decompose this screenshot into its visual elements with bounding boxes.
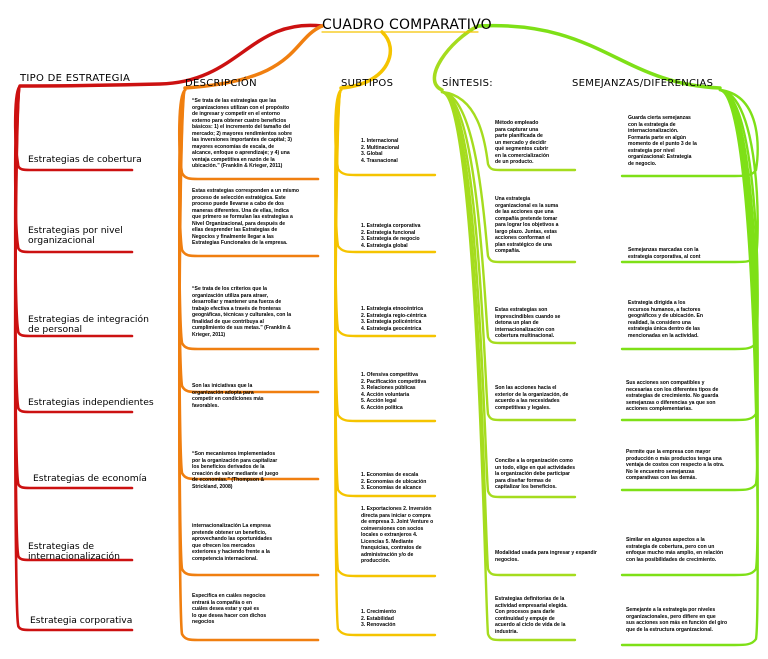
subtipo-item: 1. Estrategia corporativa bbox=[361, 223, 421, 229]
subtipo-item: 4. Trasnacional bbox=[361, 157, 398, 164]
subtipo-item: franquicias, contratos de bbox=[361, 545, 422, 551]
sintesis-text-2: Una estrategia organizacional es la suma de las acciones que una compañía pretende tomar para lograr los objetivos a largo plazo. Juntas, estas acciones conforman el plan estratégico de una compañía. bbox=[495, 196, 559, 254]
subtipo-item: locales o extranjeros 4. bbox=[361, 532, 418, 538]
map-title: CUADRO COMPARATIVO bbox=[322, 17, 492, 33]
semejanzas-text-4: Sus acciones son compatibles y necesarias con los diferentes tipos de estrategias de crecimiento. No guarda semejanzas o diferencias ya que son acciones complementarias. bbox=[626, 380, 719, 412]
sintesis-text-7: Estrategias definitorias de la actividad empresarial elegida. Con procesos para darle continuidad y empuje de acuerdo al ciclo de vida de la industria. bbox=[495, 596, 568, 635]
descripcion-text-1: “Se trata de las estrategias que las organizaciones utilizan con el propósito de ingresar y competir en el entorno externo para obtener cuatro beneficios básicos: 1) el incremento del tamaño del mercado; 2) mayores rendimientos sobre las inversiones importantes de capital; 3) mayores economías de escala, de alcance, enfoque o aprendizaje; y 4) una ventaja competitiva en razón de la ubicación.” (Franklin & Krieger, 2011) bbox=[192, 98, 292, 169]
subtipo-item: 4. Acción voluntaria bbox=[361, 391, 410, 398]
subtipos-list-6 bbox=[361, 506, 443, 565]
descripcion-text-5: “Son mecanismos implementados por la organización para capitalizar los beneficios derivados de la creación de valor mediante el juego de economías.” (Thompson & Strickland, 2008) bbox=[192, 451, 279, 490]
header-semejanzas: SEMEJANZAS/DIFERENCIAS bbox=[572, 78, 714, 89]
subtipos-list-1 bbox=[361, 138, 436, 164]
descripcion-text-3: “Se trata de los criterios que la organización utiliza para atraer, desarrollar y mantener una fuerza de trabajo efectiva a través de fronteras geográficas, técnicas y culturales, con la finalidad de que contribuya al cumplimiento de sus metas.” (Franklin & Krieger, 2011) bbox=[192, 286, 292, 338]
subtipo-item: 1. Estrategia etnocéntrica bbox=[361, 306, 423, 312]
subtipo-item: 4. Estrategia global bbox=[361, 242, 408, 249]
sintesis-text-4: Son las acciones hacia el exterior de la organización, de acuerdo a las necesidades competitivas y legales. bbox=[495, 385, 569, 411]
subtipos-list-3 bbox=[361, 306, 436, 332]
header-descripcion: DESCRIPCIÓN bbox=[185, 78, 257, 89]
subtipo-item: 2. Multinacional bbox=[361, 144, 400, 151]
subtipo-item: producción. bbox=[361, 558, 391, 564]
tipo-branch-5 bbox=[15, 86, 132, 488]
sintesis-text-5: Concibe a la organización como un todo, elige en qué actividades la organización debe participar para diseñar formas de capitalizar los beneficios. bbox=[495, 458, 576, 490]
tipo-label-5: Estrategias de economía bbox=[33, 473, 147, 484]
subtipo-item: 1. Internacional bbox=[361, 138, 399, 144]
subtipo-item: 5. Acción legal bbox=[361, 398, 397, 404]
descripcion-text-6: internacionalización La empresa pretende obtener un beneficio, aprovechando las oportunidades que ofrecen los mercados exteriores y haciendo frente a la competencia internacional. bbox=[192, 523, 273, 562]
subtipos-branch-3 bbox=[335, 90, 435, 336]
semejanzas-text-3: Estrategia dirigida a los recursos humanos, a factores geográficos y de ubicación. En realidad, la considero una estrategia única dentro de las mencionadas en la actividad. bbox=[628, 300, 704, 339]
subtipo-item: 1. Economías de escala bbox=[361, 472, 419, 478]
semejanzas-text-6: Similar en algunos aspectos a la estrategia de cobertura, pero con un enfoque mucho más amplio, en relación con las posibilidades de crecimiento. bbox=[626, 537, 724, 563]
subtipos-list-7 bbox=[361, 609, 436, 629]
tipo-branch-4 bbox=[15, 86, 132, 412]
subtipo-item: 2. Economías de ubicación bbox=[361, 478, 427, 485]
semejanzas-text-7: Semejante a la estrategia por niveles organizacionales, pero difiere en que sus acciones son más en función del giro que de la estructura organizacional. bbox=[626, 607, 728, 633]
tipo-label-7: Estrategia corporativa bbox=[30, 615, 133, 626]
tipo-branch-3 bbox=[15, 86, 132, 336]
subtipo-item: 1. Crecimiento bbox=[361, 609, 397, 615]
subtipo-item: 3. Global bbox=[361, 151, 383, 157]
tipo-label-4: Estrategias independientes bbox=[28, 397, 154, 408]
semejanzas-text-5: Permite que la empresa con mayor producción o más productos tenga una ventaja de costos con respecto a la otra. No le encuentro semejanzas comparativas con las demás. bbox=[626, 449, 725, 481]
subtipo-item: 3. Economías de alcance bbox=[361, 485, 422, 491]
subtipo-item: 1. Ofensiva competitiva bbox=[361, 372, 418, 378]
semejanzas-text-2: Semejanzas marcadas con la estrategia corporativa, al cont bbox=[628, 247, 701, 260]
subtipo-item: 2. Estabilidad bbox=[361, 615, 394, 622]
subtipo-item: directa para iniciar o compra bbox=[361, 512, 431, 519]
header-sintesis: SÍNTESIS: bbox=[442, 78, 493, 89]
sintesis-text-1: Método empleado para capturar una parte planificada de un mercado y decidir qué segmentos cubrir en la comercialización de un producto. bbox=[495, 120, 550, 165]
descripcion-text-2: Estas estrategias corresponden a un mismo proceso de selección estratégica. Este proceso puede llevarse a cabo de dos maneras diferentes. Una de ellas, indica que primero se formulan las estrategias a Nivel Organizacional, para después de ellas desprender las Estrategias de Negocios y finalmente llegar a las Estrategias Funcionales de la empresa. bbox=[192, 188, 300, 246]
subtipo-item: coinversiones con socios bbox=[361, 525, 424, 532]
subtipo-item: 2. Estrategia funcional bbox=[361, 229, 416, 236]
subtipo-item: Licencias 5. Mediante bbox=[361, 538, 414, 545]
subtipos-list-4 bbox=[361, 372, 436, 411]
header-subtipos: SUBTIPOS bbox=[341, 78, 394, 89]
semejanzas-text-1: Guarda cierta semejanzas con la estrategia de internacionalización. Formaría parte en algún momento de el punto 3 de la estrategia por nivel organizacional: Estrategia de negocio. bbox=[628, 115, 697, 167]
subtipo-item: 6. Acción política bbox=[361, 404, 403, 411]
tipo-label-6: Estrategias de internacionalización bbox=[28, 541, 120, 562]
subtipo-item: 3. Relaciones públicas bbox=[361, 385, 416, 391]
subtipo-item: 2. Pacificación competitiva bbox=[361, 378, 427, 385]
subtipos-list-2 bbox=[361, 223, 436, 249]
sintesis-text-3: Estas estrategias son imprescindibles cuando se detona un plan de internacionalización con cobertura multinacional. bbox=[495, 307, 561, 339]
subtipo-item: 1. Exportaciones 2. Inversión bbox=[361, 506, 432, 512]
subtipos-list-5 bbox=[361, 472, 436, 492]
sintesis-text-6: Modalidad usada para ingresar y expandir negocios. bbox=[495, 550, 597, 563]
subtipo-item: 3. Estrategia de negocio bbox=[361, 236, 420, 242]
subtipo-item: 3. Renovación bbox=[361, 622, 396, 628]
subtipo-item: de empresa 3. Joint Venture o bbox=[361, 519, 434, 525]
descripcion-text-4: Son las iniciativas que la organización adopta para competir en condiciones más favorables. bbox=[192, 383, 264, 409]
descripcion-text-7: Especifica en cuáles negocios entrará la compañía o en cuáles desea estar y qué es lo que desea hacer con dichos negocios bbox=[192, 593, 267, 625]
subtipo-item: 2. Estrategia regio-céntrica bbox=[361, 312, 427, 319]
tipo-label-2: Estrategias por nivel organizacional bbox=[28, 225, 123, 246]
tipo-label-3: Estrategias de integración de personal bbox=[28, 314, 149, 335]
subtipo-item: administración y/o de bbox=[361, 551, 414, 558]
tipo-label-1: Estrategias de cobertura bbox=[28, 154, 142, 165]
header-tipo: TIPO DE ESTRATEGIA bbox=[20, 73, 131, 84]
subtipo-item: 4. Estrategia geocéntrica bbox=[361, 325, 422, 332]
subtipo-item: 3. Estrategia policéntrica bbox=[361, 319, 422, 325]
